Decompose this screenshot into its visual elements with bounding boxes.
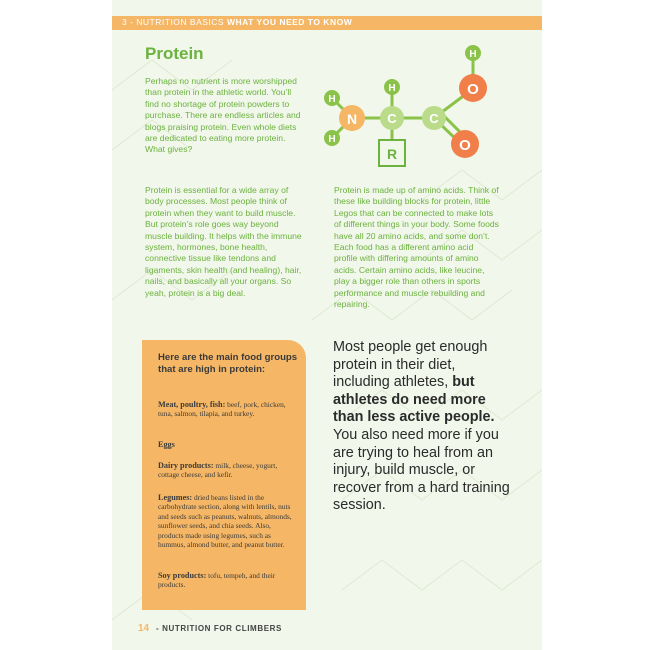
food-group-label: Eggs [158,440,175,449]
food-group-label: Dairy products: [158,461,214,470]
food-group-item [158,440,298,449]
intro-paragraph: Perhaps no nutrient is more worshipped than protein in the athletic world. You’ll find no shortage of protein powders to purchase. There are endless articles and blogs praising protein. Even whole diets are dedicated to eating more protein. What gives? [145,76,301,155]
svg-text:O: O [459,137,471,154]
header-section: 3 - NUTRITION BASICS [122,17,225,27]
atom-c-left [380,106,404,130]
svg-text:H: H [328,94,336,105]
food-group-text: milk, cheese, yogurt, cottage cheese, and kefir. [158,461,278,480]
food-group-item [158,571,298,590]
atom-o-upper [459,74,487,102]
svg-text:C: C [387,111,397,126]
svg-text:O: O [467,81,479,98]
molecule-bonds [332,54,474,145]
protein-food-groups-box [142,340,306,610]
callout-text [333,339,513,515]
svg-text:C: C [429,111,439,126]
atom-h-left-bottom [324,130,340,146]
food-group-text: dried beans listed in the carbohydrate section, along with lentils, nuts and seeds such as peanuts, walnuts, almonds, sunflower seeds, and chia seeds. Also, products made using legumes, such as hummus, almond butter, and peanut butter. [158,493,292,550]
food-group-label: Legumes: [158,493,193,502]
svg-text:H: H [388,83,396,94]
svg-text:H: H [328,134,336,145]
callout-bold: but athletes do need more than less active people. [333,374,495,426]
atom-n [339,105,365,131]
svg-text:R: R [386,146,398,162]
page-number: 14 [138,623,150,634]
r-group-box [379,140,405,166]
atom-h-top-right [465,45,481,61]
body-paragraph-essential: Protein is essential for a wide array of body processes. Most people think of protein when they want to build muscle. But protein’s role goes way beyond muscle building. It helps with the immune system, hormones, bone health, connective tissue like tendons and ligaments, skin health (and healing), hair, nails, and basically all your organs. So yeah, protein is a big deal. [145,185,302,298]
food-group-text: tofu, tempeh, and their products. [158,571,276,590]
running-footer: - NUTRITION FOR CLIMBERS [156,624,282,633]
body-paragraph-amino-acids: Protein is made up of amino acids. Think of these like building blocks for protein, little Legos that can be connected to make lots of different things in your body. Some foods have all 20 amino acids, and some don’t. Each food has a different amino acid profile with differing amounts of amino acids. Certain amino acids, like leucine, play a bigger role than others in sports performance and muscle rebuilding and repairing. [334,185,499,310]
sidebar-title: Here are the main food groups that are high in protein: [158,352,298,376]
amino-acid-diagram [312,40,502,170]
callout-part1: Most people get enough protein in their diet, including athletes, [333,339,488,391]
food-group-item [158,493,298,549]
callout-part2: You also need more if you are trying to heal from an injury, build muscle, or recover from a hard training session. [333,426,510,514]
atom-o-lower [451,130,479,158]
svg-text:N: N [346,111,358,127]
atom-h-mid [384,79,400,95]
svg-text:H: H [469,49,477,60]
food-group-label: Soy products: [158,571,207,580]
food-group-item [158,461,298,480]
food-group-label: Meat, poultry, fish: [158,400,226,409]
food-group-text: beef, pork, chicken, tuna, salmon, tilapia, and turkey. [158,400,286,419]
header-subsection: WHAT YOU NEED TO KNOW [226,17,353,27]
atom-c-right [422,106,446,130]
running-header [122,17,352,27]
page-title: Protein [145,44,204,63]
book-page [112,0,542,650]
food-group-item [158,400,298,419]
atom-h-left-top [324,90,340,106]
